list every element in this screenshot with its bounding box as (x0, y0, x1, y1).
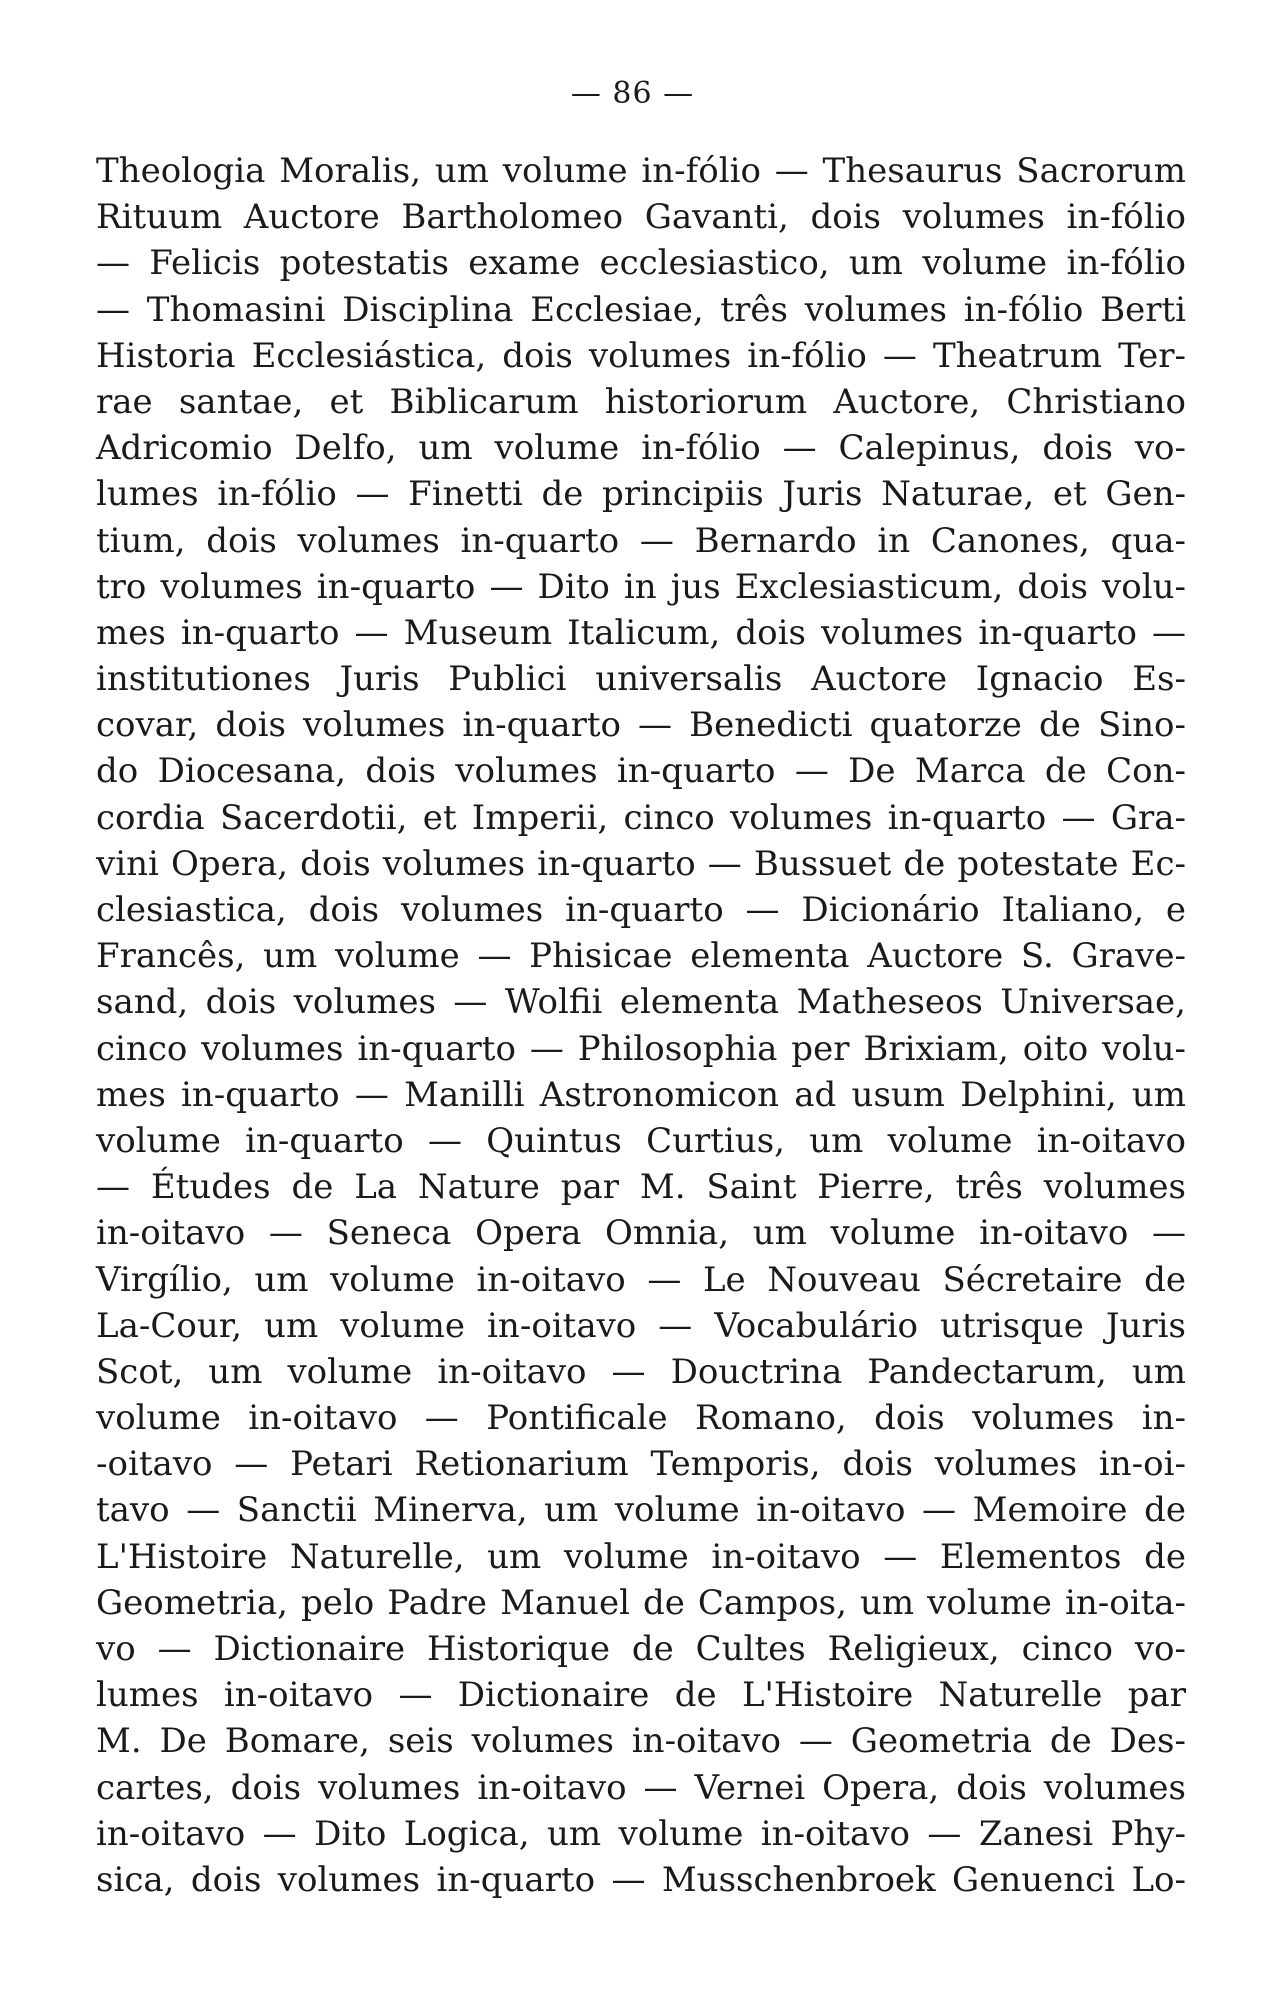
text-line: cartes, dois volumes in-oitavo — Vernei Opera, dois volumes (96, 1767, 1186, 1808)
text-line: vini Opera, dois volumes in-quarto — Bussuet de potestate Ec- (96, 843, 1186, 884)
text-line: sica, dois volumes in-quarto — Musschenbroek Genuenci Lo- (96, 1859, 1186, 1900)
text-line: cordia Sacerdotii, et Imperii, cinco volumes in-quarto — Gra- (96, 797, 1186, 838)
text-line: tro volumes in-quarto — Dito in jus Exclesiasticum, dois volu- (96, 566, 1186, 607)
text-line: L'Histoire Naturelle, um volume in-oitavo — Elementos de (96, 1536, 1186, 1577)
body-text (96, 148, 1186, 1903)
text-line: institutiones Juris Publici universalis Auctore Ignacio Es- (96, 659, 1186, 700)
text-line: Scot, um volume in-oitavo — Douctrina Pandectarum, um (96, 1351, 1186, 1392)
text-line: La-Cour, um volume in-oitavo — Vocabulário utrisque Juris (96, 1305, 1186, 1346)
text-line: Virgílio, um volume in-oitavo — Le Nouveau Sécretaire de (96, 1259, 1186, 1300)
text-line: do Diocesana, dois volumes in-quarto — De Marca de Con- (96, 751, 1186, 792)
text-line: M. De Bomare, seis volumes in-oitavo — Geometria de Des- (96, 1721, 1186, 1762)
text-line: sand, dois volumes — Wolfii elementa Matheseos Universae, (96, 982, 1186, 1023)
text-line: Francês, um volume — Phisicae elementa Auctore S. Grave- (96, 936, 1186, 977)
text-line: — Thomasini Disciplina Ecclesiae, três volumes in-fólio Berti (96, 289, 1186, 330)
text-line: in-oitavo — Seneca Opera Omnia, um volume in-oitavo — (96, 1213, 1186, 1254)
text-line: mes in-quarto — Manilli Astronomicon ad usum Delphini, um (96, 1074, 1186, 1115)
text-line: in-oitavo — Dito Logica, um volume in-oitavo — Zanesi Phy- (96, 1813, 1186, 1854)
text-line: volume in-quarto — Quintus Curtius, um volume in-oitavo (96, 1120, 1186, 1161)
text-line: clesiastica, dois volumes in-quarto — Dicionário Italiano, e (96, 890, 1186, 930)
text-line: volume in-oitavo — Pontificale Romano, dois volumes in- (96, 1398, 1186, 1439)
text-line: mes in-quarto — Museum Italicum, dois volumes in-quarto — (96, 612, 1186, 653)
text-line: lumes in-oitavo — Dictionaire de L'Histoire Naturelle par (96, 1675, 1186, 1716)
text-line: lumes in-fólio — Finetti de principiis Juris Naturae, et Gen- (96, 474, 1186, 515)
text-line: Theologia Moralis, um volume in-fólio — Thesaurus Sacrorum (96, 151, 1186, 191)
text-line: vo — Dictionaire Historique de Cultes Religieux, cinco vo- (96, 1629, 1186, 1669)
text-line: Geometria, pelo Padre Manuel de Campos, um volume in-oita- (96, 1582, 1186, 1623)
text-line: tavo — Sanctii Minerva, um volume in-oitavo — Memoire de (96, 1490, 1186, 1531)
text-line: — Études de La Nature par M. Saint Pierre, três volumes (96, 1167, 1186, 1208)
page-number: — 86 — (570, 76, 695, 111)
text-line: — Felicis potestatis exame ecclesiastico, um volume in-fólio (96, 243, 1186, 284)
text-line: Rituum Auctore Bartholomeo Gavanti, dois volumes in-fólio (96, 197, 1186, 238)
text-line: rae santae, et Biblicarum historiorum Auctore, Christiano (96, 381, 1186, 422)
text-line: tium, dois volumes in-quarto — Bernardo in Canones, qua- (96, 520, 1186, 561)
text-line: -oitavo — Petari Retionarium Temporis, dois volumes in-oi- (96, 1444, 1186, 1485)
text-line: covar, dois volumes in-quarto — Benedicti quatorze de Sino- (96, 705, 1186, 746)
text-line: cinco volumes in-quarto — Philosophia per Brixiam, oito volu- (96, 1028, 1186, 1069)
text-line: Adricomio Delfo, um volume in-fólio — Calepinus, dois vo- (96, 428, 1186, 469)
text-line: Historia Ecclesiástica, dois volumes in-fólio — Theatrum Ter- (96, 335, 1186, 376)
